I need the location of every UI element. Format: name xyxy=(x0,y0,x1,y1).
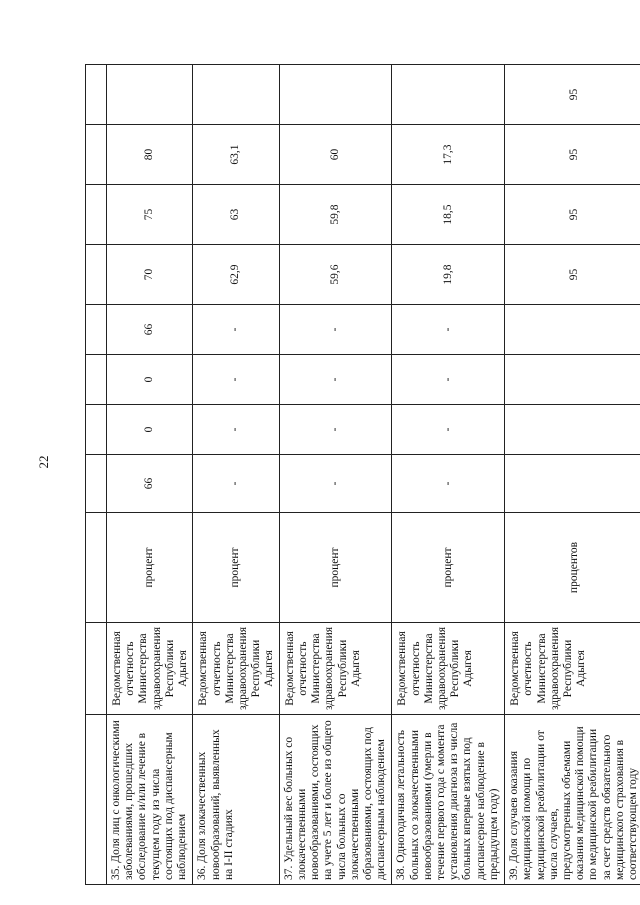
indicator-value: 59,6 xyxy=(279,245,392,305)
rotated-table-container xyxy=(85,65,640,885)
indicator-source: Ведомственная отчетность Министерства здравоохранения Республики Адыгея xyxy=(279,623,392,715)
indicator-value: 63,1 xyxy=(193,125,279,185)
indicator-value: - xyxy=(279,305,392,355)
indicator-value: 95 xyxy=(505,185,640,245)
indicator-name: 36. Доля злокачественных новообразований, выявленных на I-II стадиях xyxy=(193,715,279,885)
indicator-value: - xyxy=(392,405,505,455)
indicator-value: 66 xyxy=(107,455,193,513)
table-row xyxy=(392,65,505,885)
indicator-value: 63 xyxy=(193,185,279,245)
indicator-value: 66 xyxy=(107,305,193,355)
indicator-name: 35. Доля лиц с онкологическими заболеваниями, прошедших обследование и/или лечение в текущем году из числа состоящих под диспансерным наблюдением xyxy=(107,715,193,885)
indicator-value xyxy=(505,355,640,405)
indicator-value: - xyxy=(392,455,505,513)
indicator-value: 95 xyxy=(505,65,640,125)
indicator-value xyxy=(505,455,640,513)
indicator-unit: процент xyxy=(193,513,279,623)
indicator-value: - xyxy=(279,355,392,405)
indicator-value: 95 xyxy=(505,125,640,185)
indicator-value: - xyxy=(279,455,392,513)
indicator-value: 0 xyxy=(107,355,193,405)
indicator-value: - xyxy=(392,305,505,355)
table-row xyxy=(107,65,193,885)
indicator-value xyxy=(505,305,640,355)
indicator-value xyxy=(392,65,505,125)
indicator-source: Ведомственная отчетность Министерства здравоохранения Республики Адыгея xyxy=(392,623,505,715)
indicator-unit: процентов xyxy=(505,513,640,623)
indicator-unit: процент xyxy=(107,513,193,623)
indicators-table xyxy=(85,64,640,885)
indicator-value: 62,9 xyxy=(193,245,279,305)
indicator-value: - xyxy=(279,405,392,455)
indicator-value: 59,8 xyxy=(279,185,392,245)
indicator-unit: процент xyxy=(392,513,505,623)
indicator-value: - xyxy=(193,455,279,513)
indicator-value xyxy=(505,405,640,455)
indicator-name: 39. Доля случаев оказания медицинской помощи по медицинской реабилитации от числа случаев, предусмотренных объемами оказания медицинской помощи по медицинской реабилитации за счет средств обязательного медицинского страхования в соответствующем году xyxy=(505,715,640,885)
indicator-source: Ведомственная отчетность Министерства здравоохранения Республики Адыгея xyxy=(107,623,193,715)
indicator-value: 70 xyxy=(107,245,193,305)
table-header-row xyxy=(86,65,107,885)
page-number: 22 xyxy=(36,455,51,469)
indicator-value xyxy=(107,65,193,125)
indicator-name: 37. Удельный вес больных со злокачественными новообразованиями, состоящих на учете 5 лет и более из общего числа больных со злокачественными образованиями, состоящих под диспансерным наблюдением xyxy=(279,715,392,885)
indicator-source: Ведомственная отчетность Министерства здравоохранения Республики Адыгея xyxy=(193,623,279,715)
indicator-value: - xyxy=(193,405,279,455)
indicator-value: 60 xyxy=(279,125,392,185)
table-row xyxy=(193,65,279,885)
indicator-value: - xyxy=(392,355,505,405)
indicator-value xyxy=(279,65,392,125)
indicator-value: 18,5 xyxy=(392,185,505,245)
indicator-value xyxy=(193,65,279,125)
table-row xyxy=(279,65,392,885)
indicator-value: 17,3 xyxy=(392,125,505,185)
table-row xyxy=(505,65,640,885)
indicator-value: - xyxy=(193,355,279,405)
indicator-value: 75 xyxy=(107,185,193,245)
indicator-value: 0 xyxy=(107,405,193,455)
indicator-name: 38. Одногодичная летальность больных со злокачественными новообразованиями (умерли в течение первого года с момента установления диагноза из числа больных впервые взятых под диспансерное наблюдение в предыдущем году) xyxy=(392,715,505,885)
indicator-value: 95 xyxy=(505,245,640,305)
indicator-source: Ведомственная отчетность Министерства здравоохранения Республики Адыгея xyxy=(505,623,640,715)
indicator-value: 80 xyxy=(107,125,193,185)
indicator-unit: процент xyxy=(279,513,392,623)
indicator-value: - xyxy=(193,305,279,355)
indicator-value: 19,8 xyxy=(392,245,505,305)
